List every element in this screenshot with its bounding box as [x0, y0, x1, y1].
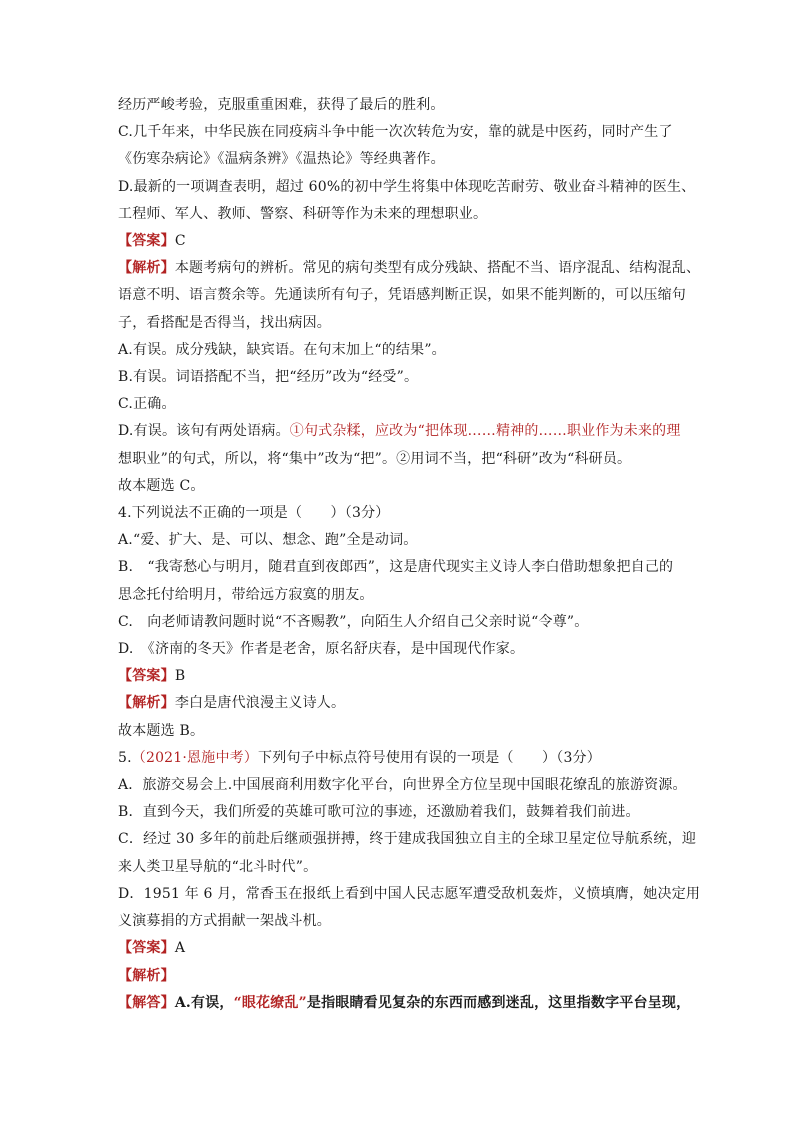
solution-line: [118, 990, 691, 1017]
text-line: 《伤寒杂病论》《温病条辨》《温热论》等经典著作。: [118, 151, 445, 168]
option-d: D. 《济南的冬天》作者是老舍，原名舒庆春，是中国现代作家。: [118, 641, 525, 658]
text-line: 义演募捐的方式捐献一架战斗机。: [118, 913, 331, 930]
option-a: A.“爱、扩大、是、可以、想念、跑”全是动词。: [118, 532, 418, 549]
solution-text: 是指眼睛看见复杂的东西而感到迷乱，这里指数字平台呈现，: [306, 994, 691, 1011]
analysis-line: [118, 963, 678, 990]
option-c: C. 向老师请教问题时说“不吝赐教”，向陌生人介绍自己父亲时说“令尊”。: [118, 613, 589, 630]
highlighted-text: ①句式杂糅，应改为“把体现……精神的……职业作为未来的理: [289, 423, 681, 440]
analysis-line: [118, 690, 678, 717]
text-line: 来人类卫星导航的“北斗时代”。: [118, 858, 318, 875]
solution-text: A.有误，: [174, 994, 234, 1011]
text-line: C.正确。: [118, 396, 176, 413]
analysis-line: [118, 255, 701, 282]
analysis-tag: 【解析】: [118, 260, 175, 277]
option-d: D．1951 年 6 月，常香玉在报纸上看到中国人民志愿军遭受敌机轰炸，义愤填膺，她决定用: [118, 885, 701, 902]
text-line: 故本题选 C。: [118, 477, 205, 494]
answer-line: [118, 935, 678, 962]
option-b: B．直到今天，我们所爱的英雄可歌可泣的事迹，还激励着我们，鼓舞着我们前进。: [118, 804, 640, 821]
solution-tag: 【解答】: [118, 994, 175, 1011]
text-line: 工程师、军人、教师、警察、科研等作为未来的理想职业。: [118, 205, 488, 222]
analysis-text: 本题考病句的辨析。常见的病句类型有成分残缺、搭配不当、语序混乱、结构混乱、: [174, 260, 701, 277]
text-line: 思念托付给明月，带给远方寂寞的朋友。: [118, 586, 374, 603]
text-segment: D.有误。该句有两处语病。: [118, 423, 290, 440]
answer-tag: 【答案】: [118, 940, 175, 957]
question-number: 5.: [118, 749, 132, 766]
text-line: 语意不明、语言赘余等。先通读所有句子，凭语感判断正误，如果不能判断的，可以压缩句: [118, 287, 686, 304]
question-4-title: 4.下列说法不正确的一项是（ ）（3分）: [118, 505, 390, 522]
highlighted-term: “眼花缭乱”: [233, 994, 307, 1011]
text-line: 故本题选 B。: [118, 722, 205, 739]
text-line: B.有误。词语搭配不当，把“经历”改为“经受”。: [118, 369, 419, 386]
question-text: 下列句子中标点符号使用有误的一项是（ ）（3分）: [258, 749, 601, 766]
answer-value: B: [174, 668, 186, 685]
analysis-tag: 【解析】: [118, 967, 175, 984]
text-line: 子，看搭配是否得当，找出病因。: [118, 314, 331, 331]
answer-value: A: [174, 940, 186, 957]
option-c: C．经过 30 多年的前赴后继顽强拼搏，终于建成我国独立自主的全球卫星定位导航系统，迎: [118, 831, 697, 848]
option-b: B. “我寄愁心与明月，随君直到夜郎西”，这是唐代现实主义诗人李白借助想象把自己的: [118, 559, 674, 576]
answer-tag: 【答案】: [118, 233, 175, 250]
document-page: [118, 92, 701, 1017]
text-line: [118, 418, 681, 445]
option-c: C.几千年来，中华民族在同疫病斗争中能一次次转危为安，靠的就是中医药，同时产生了: [118, 124, 673, 141]
question-source: （2021·恩施中考）: [131, 749, 259, 766]
text-line: 经历严峻考验，克服重重困难，获得了最后的胜利。: [118, 97, 445, 113]
analysis-text: 李白是唐代浪漫主义诗人。: [174, 695, 346, 712]
question-5-title: [118, 745, 678, 772]
answer-line: [118, 228, 678, 255]
answer-value: C: [174, 233, 186, 250]
answer-line: [118, 663, 678, 690]
answer-tag: 【答案】: [118, 668, 175, 685]
analysis-tag: 【解析】: [118, 695, 175, 712]
option-a: A．旅游交易会上.中国展商利用数字化平台，向世界全方位呈现中国眼花缭乱的旅游资源。: [118, 777, 687, 794]
text-line: 想职业”的句式，所以，将“集中”改为“把”。②用词不当，把“科研”改为“科研员。: [118, 450, 632, 467]
text-line: A.有误。成分残缺，缺宾语。在句末加上“的结果”。: [118, 341, 446, 358]
option-d: D.最新的一项调查表明，超过 60%的初中学生将集中体现吃苦耐劳、敬业奋斗精神的医生、: [118, 178, 696, 195]
